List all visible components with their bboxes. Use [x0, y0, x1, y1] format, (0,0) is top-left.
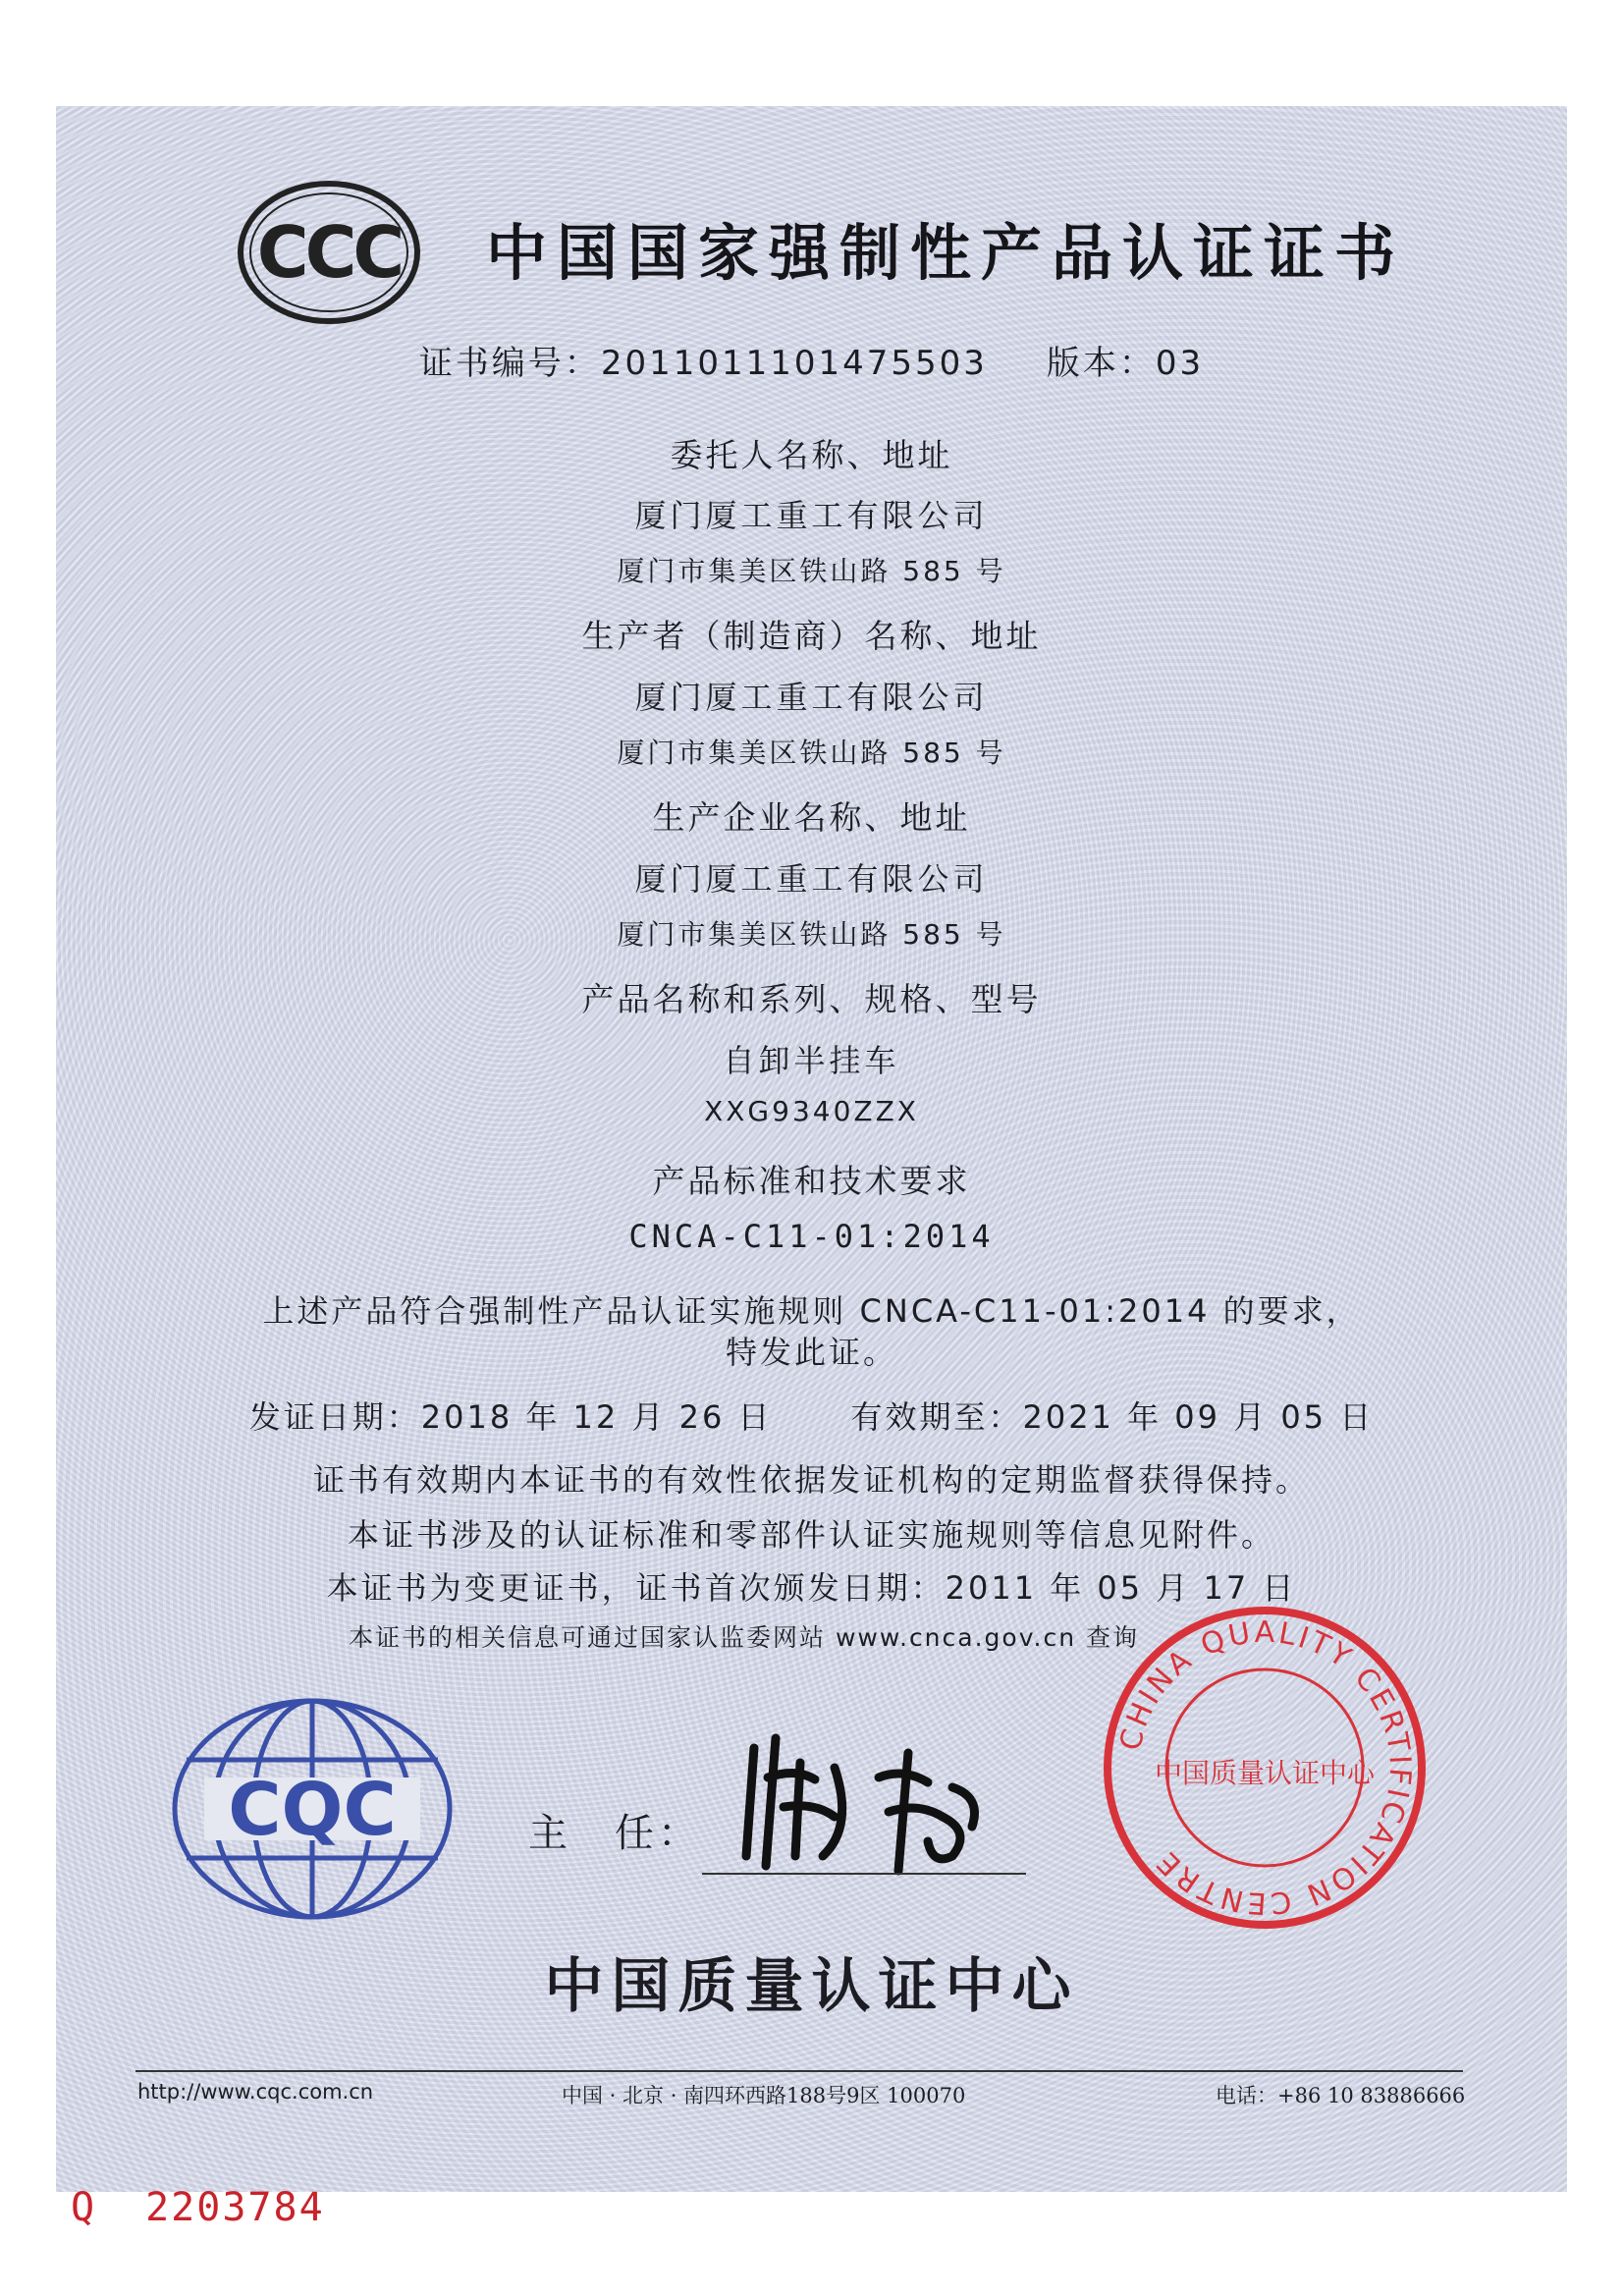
seal-ring-text: CHINA QUALITY CERTIFICATION CENTRE [1113, 1614, 1418, 1921]
valid-until: 2021 年 09 月 05 日 [1022, 1398, 1375, 1436]
section-address: 厦门市集美区铁山路 585 号 [617, 737, 1006, 769]
seal-center-text: 中国质量认证中心 [1154, 1757, 1376, 1789]
cert-no-value: 2011011101475503 [600, 344, 988, 383]
section-company-name: 厦门厦工重工有限公司 [634, 860, 989, 898]
note-website: 本证书的相关信息可通过国家认监委网站 www.cnca.gov.cn 查询 [349, 1623, 1140, 1652]
footer-phone: 电话：+86 10 83886666 [1216, 2084, 1466, 2107]
note-validity: 证书有效期内本证书的有效性依据发证机构的定期监督获得保持。 [312, 1461, 1310, 1499]
section-heading: 生产企业名称、地址 [652, 798, 971, 837]
valid-until-label: 有效期至： [850, 1398, 1023, 1436]
standard-heading: 产品标准和技术要求 [652, 1162, 971, 1200]
section-company-name: 厦门厦工重工有限公司 [634, 679, 989, 716]
cqc-logo-text: CQC [228, 1768, 397, 1852]
serial-value: 2203784 [145, 2185, 325, 2230]
issue-date: 2018 年 12 月 26 日 [420, 1398, 773, 1436]
dates-line [0, 1393, 1623, 1438]
director-signature [707, 1709, 1021, 1876]
ccc-logo-icon [236, 179, 422, 326]
version-value: 03 [1155, 344, 1205, 383]
issuer-name: 中国质量认证中心 [544, 1952, 1079, 2021]
section-address: 厦门市集美区铁山路 585 号 [617, 555, 1006, 587]
product-heading: 产品名称和系列、规格、型号 [581, 980, 1042, 1018]
product-model: XXG9340ZZX [704, 1095, 919, 1127]
conformity-statement-2: 特发此证。 [725, 1334, 897, 1371]
section-heading: 委托人名称、地址 [670, 436, 953, 474]
ccc-logo-text: CCC [256, 211, 402, 294]
cqc-logo-icon [165, 1691, 460, 1927]
section-address: 厦门市集美区铁山路 585 号 [617, 918, 1006, 951]
cert-no-label: 证书编号： [418, 344, 601, 383]
section-company-name: 厦门厦工重工有限公司 [634, 497, 989, 534]
cert-number-line [0, 336, 1623, 384]
director-label: 主 任： [528, 1811, 701, 1856]
signature-line [702, 1873, 1026, 1875]
footer-divider [135, 2070, 1463, 2072]
product-name: 自卸半挂车 [723, 1042, 900, 1079]
footer-url[interactable]: http://www.cqc.com.cn [137, 2080, 374, 2104]
serial-prefix: Q [71, 2185, 97, 2230]
cqc-seal [1098, 1601, 1432, 1935]
serial-number [71, 2185, 325, 2230]
section-heading: 生产者（制造商）名称、地址 [581, 617, 1042, 655]
note-change: 本证书为变更证书，证书首次颁发日期：2011 年 05 月 17 日 [326, 1569, 1297, 1607]
conformity-statement: 上述产品符合强制性产品认证实施规则 CNCA-C11-01:2014 的要求， [262, 1292, 1361, 1330]
footer-address: 中国 · 北京 · 南四环西路188号9区 100070 [562, 2084, 966, 2107]
standard-value: CNCA-C11-01:2014 [628, 1218, 995, 1255]
certificate-title: 中国国家强制性产品认证证书 [486, 217, 1406, 289]
note-attachment: 本证书涉及的认证标准和零部件认证实施规则等信息见附件。 [347, 1516, 1275, 1554]
issue-date-label: 发证日期： [248, 1398, 421, 1436]
version-label: 版本： [1046, 344, 1156, 383]
